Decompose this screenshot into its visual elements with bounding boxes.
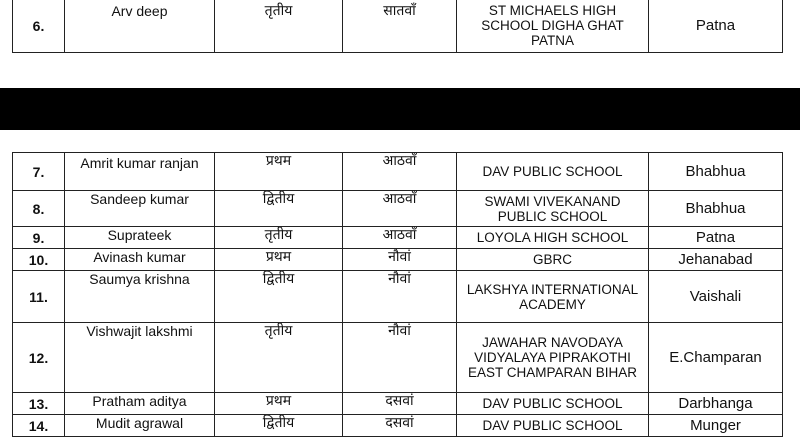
school: ST MICHAELS HIGH SCHOOL DIGHA GHAT PATNA [457, 0, 649, 53]
student-name: Saumya krishna [65, 271, 215, 323]
table-row [13, 191, 783, 227]
table-row [13, 227, 783, 249]
student-name: Amrit kumar ranjan [65, 153, 215, 191]
serial-number: 12. [13, 323, 65, 393]
class: आठवाँ [343, 227, 457, 249]
district: Munger [649, 415, 783, 437]
table-row [13, 153, 783, 191]
table-row [13, 393, 783, 415]
class: नौवां [343, 271, 457, 323]
student-name: Avinash kumar [65, 249, 215, 271]
position: द्वितीय [215, 415, 343, 437]
district: Bhabhua [649, 191, 783, 227]
school: DAV PUBLIC SCHOOL [457, 153, 649, 191]
student-name: Sandeep kumar [65, 191, 215, 227]
position: प्रथम [215, 249, 343, 271]
table-row [13, 323, 783, 393]
school: DAV PUBLIC SCHOOL [457, 415, 649, 437]
serial-number: 6. [13, 0, 65, 53]
serial-number: 10. [13, 249, 65, 271]
school: SWAMI VIVEKANAND PUBLIC SCHOOL [457, 191, 649, 227]
school: LOYOLA HIGH SCHOOL [457, 227, 649, 249]
serial-number: 14. [13, 415, 65, 437]
serial-number: 13. [13, 393, 65, 415]
student-name: Arv deep [65, 0, 215, 53]
student-name: Mudit agrawal [65, 415, 215, 437]
district: Darbhanga [649, 393, 783, 415]
district: Vaishali [649, 271, 783, 323]
class: आठवाँ [343, 153, 457, 191]
school: JAWAHAR NAVODAYA VIDYALAYA PIPRAKOTHI EAST CHAMPARAN BIHAR [457, 323, 649, 393]
serial-number: 7. [13, 153, 65, 191]
position: द्वितीय [215, 271, 343, 323]
student-name: Vishwajit lakshmi [65, 323, 215, 393]
position: तृतीय [215, 323, 343, 393]
district: Bhabhua [649, 153, 783, 191]
results-table [12, 152, 783, 437]
class: नौवां [343, 323, 457, 393]
district: E.Champaran [649, 323, 783, 393]
class: सातवाँ [343, 0, 457, 53]
serial-number: 8. [13, 191, 65, 227]
position: प्रथम [215, 393, 343, 415]
results-table-top [12, 0, 783, 53]
student-name: Suprateek [65, 227, 215, 249]
table-row [13, 249, 783, 271]
table-row [13, 415, 783, 437]
position: प्रथम [215, 153, 343, 191]
black-separator-bar [0, 88, 800, 130]
table-row [13, 0, 783, 53]
class: नौवां [343, 249, 457, 271]
district: Patna [649, 0, 783, 53]
serial-number: 11. [13, 271, 65, 323]
position: तृतीय [215, 0, 343, 53]
district: Patna [649, 227, 783, 249]
class: दसवां [343, 393, 457, 415]
position: तृतीय [215, 227, 343, 249]
class: आठवाँ [343, 191, 457, 227]
school: GBRC [457, 249, 649, 271]
table-row [13, 271, 783, 323]
district: Jehanabad [649, 249, 783, 271]
position: द्वितीय [215, 191, 343, 227]
school: DAV PUBLIC SCHOOL [457, 393, 649, 415]
student-name: Pratham aditya [65, 393, 215, 415]
school: LAKSHYA INTERNATIONAL ACADEMY [457, 271, 649, 323]
class: दसवां [343, 415, 457, 437]
serial-number: 9. [13, 227, 65, 249]
